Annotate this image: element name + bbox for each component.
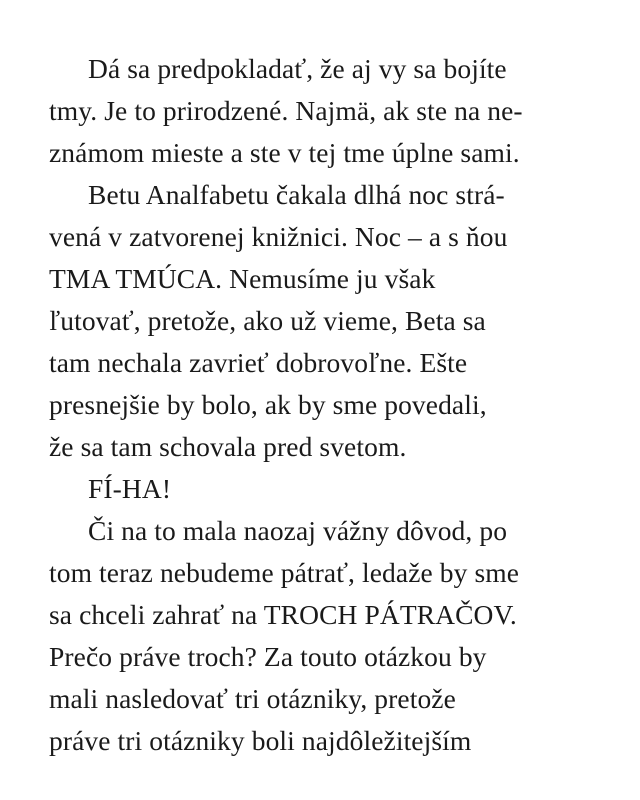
text-line: vená v zatvorenej knižnici. Noc – a s ňou	[49, 221, 508, 252]
text-line: Prečo práve troch? Za touto otázkou by	[49, 641, 487, 672]
text-line: že sa tam schovala pred svetom.	[49, 431, 407, 462]
text-line: práve tri otázniky boli najdôležitejším	[49, 725, 472, 756]
text-line: tom teraz nebudeme pátrať, ledaže by sme	[49, 557, 520, 588]
text-line: tmy. Je to prirodzené. Najmä, ak ste na ne-	[49, 95, 523, 126]
text-line: FÍ-HA!	[88, 473, 172, 504]
text-line: Dá sa predpokladať, že aj vy sa bojíte	[88, 53, 507, 84]
text-line: mali nasledovať tri otázniky, pretože	[49, 683, 456, 714]
text-line: tam nechala zavrieť dobrovoľne. Ešte	[49, 347, 468, 378]
text-line: TMA TMÚCA. Nemusíme ju však	[49, 263, 436, 294]
text-line: známom mieste a ste v tej tme úplne sami.	[49, 137, 520, 168]
text-line: presnejšie by bolo, ak by sme povedali,	[49, 389, 487, 420]
text-line: ľutovať, pretože, ako už vieme, Beta sa	[49, 305, 486, 336]
text-line: Betu Analfabetu čakala dlhá noc strá-	[88, 179, 505, 210]
text-line: sa chceli zahrať na TROCH PÁTRAČOV.	[49, 599, 517, 630]
text-line: Či na to mala naozaj vážny dôvod, po	[88, 515, 508, 546]
